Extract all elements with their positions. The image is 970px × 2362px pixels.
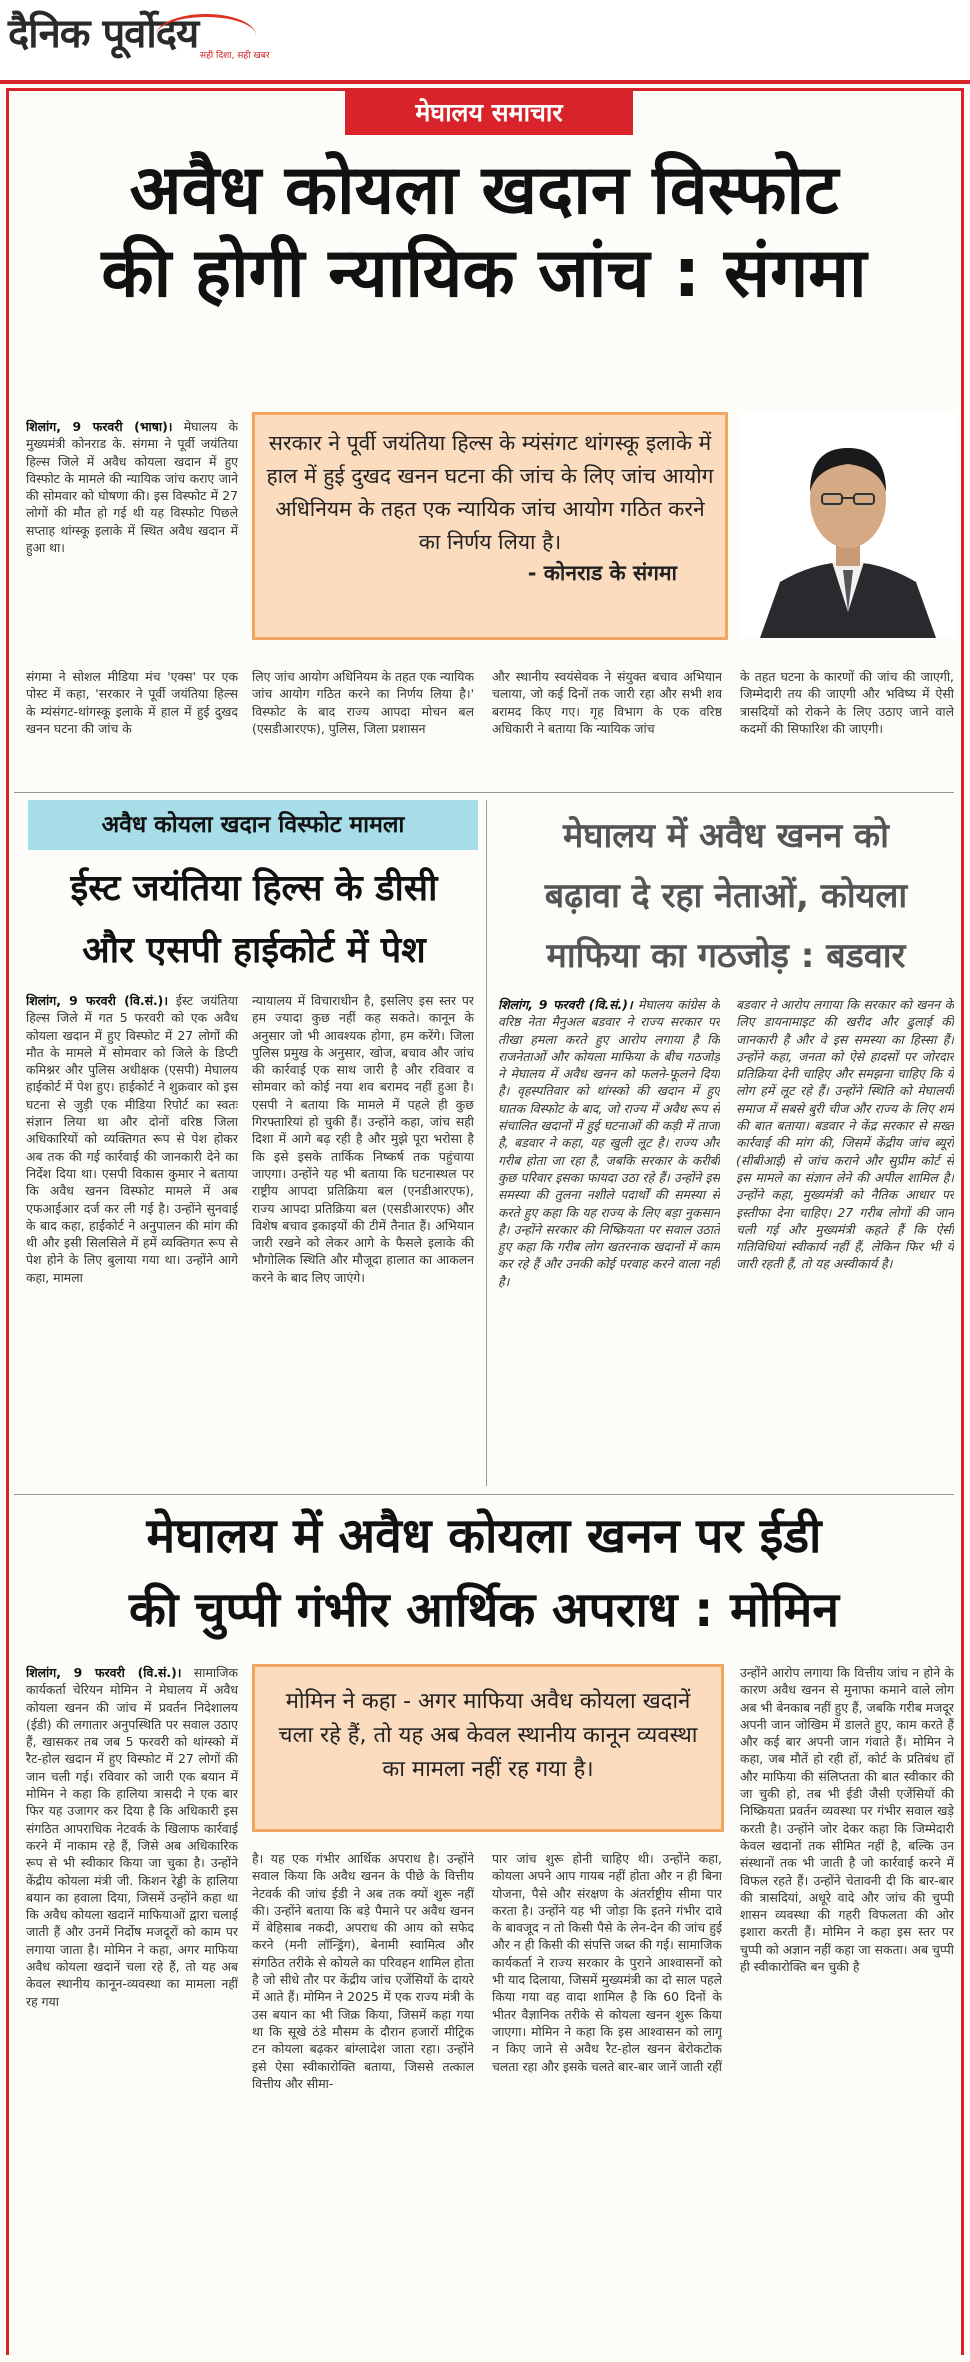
column-divider bbox=[486, 800, 487, 1486]
story1-col2: लिए जांच आयोग अधिनियम के तहत एक न्यायिक जांच आयोग गठित करने का निर्णय लिया है।' विस्फोट के बाद राज्य आपदा मोचन बल (एसडीआरएफ), पुलिस, जिला प्रशासन bbox=[252, 669, 474, 736]
story4-dateline: शिलांग, 9 फरवरी (वि.सं.)। bbox=[26, 1665, 182, 1680]
story1-col3: और स्थानीय स्वयंसेवक ने संयुक्त बचाव अभियान चलाया, जो कई दिनों तक जारी रहा और सभी शव बरामद किए गए। गृह विभाग के एक वरिष्ठ अधिकारी ने बताया कि न्यायिक जांच bbox=[492, 669, 722, 736]
story2-col1 bbox=[26, 992, 238, 1486]
divider bbox=[14, 792, 954, 793]
story1-headline-line1: अवैध कोयला खदान विस्फोट bbox=[129, 151, 839, 230]
story2-col2: न्यायालय में विचाराधीन है, इसलिए इस स्तर पर हम ज्यादा कुछ नहीं कह सकते। कानून के अनुसार जो भी आवश्यक होगा, हम करेंगे। जिला पुलिस प्रमुख के अनुसार, खोज, बचाव और जांच की कार्रवाई एक साथ जारी है और रविवार व सोमवार को कोई नया शव बरामद नहीं हुआ है। एसपी ने बताया कि मामले में पहले ही कुछ गिरफ्तारियां हो चुकी हैं। उन्होंने कहा, जांच सही दिशा में आगे बढ़ रही है और मुझे पूरा भरोसा है कि इसे इसके तार्किक निष्कर्ष तक पहुंचाया जाएगा। उन्होंने यह भी बताया कि घटनास्थल पर राष्ट्रीय आपदा प्रतिक्रिया बल (एनडीआरएफ), राज्य आपदा प्रतिक्रिया बल (एसडीआरएफ) और विशेष बचाव इकाइयों की टीमें तैनात हैं। अभियान जारी रखने को लेकर आगे के फैसले इलाके की भौगोलिक स्थिति और मौजूदा हालात का आकलन करने के बाद लिए जाएंगे। bbox=[252, 993, 474, 1285]
story4-headline-line2: की चुप्पी गंभीर आर्थिक अपराध : मोमिन bbox=[128, 1582, 839, 1638]
story3-col2: बडवार ने आरोप लगाया कि सरकार को खनन के लिए डायनामाइट की खरीद और ढुलाई की जानकारी है और वे इस समस्या का हिस्सा हैं। उन्होंने कहा, जनता को ऐसे हादसों पर जोरदार प्रतिक्रिया देनी चाहिए और समझना चाहिए कि ये लोग हमें लूट रहे हैं। उन्होंने स्थिति को मेघालयी समाज में सबसे बुरी चीज और राज्य के लिए शर्म की बात बताया। बडवार ने केंद्र सरकार से सख्त कार्रवाई की मांग की, जिसमें केंद्रीय जांच ब्यूरो (सीबीआई) से जांच कराने और सुप्रीम कोर्ट से इस मामले का संज्ञान लेने की अपील शामिल है। उन्होंने कहा, मुख्यमंत्री को नैतिक आधार पर इस्तीफा देना चाहिए। 27 गरीब लोगों की जान चली गई और मुख्यमंत्री कहते हैं कि ऐसी गतिविधियां स्वीकार्य नहीं हैं, लेकिन फिर भी ये जारी रहती हैं, तो यह अस्वीकार्य है। bbox=[736, 997, 954, 1272]
story3-col1 bbox=[498, 996, 720, 1486]
story4-col3: पार जांच शुरू होनी चाहिए थी। उन्होंने कहा, कोयला अपने आप गायब नहीं होता और न ही बिना योजना, पैसे और संरक्षण के अंतर्राष्ट्रीय सीमा पार करता है। उन्होंने यह भी जोड़ा कि इतने गंभीर दावे के बावजूद न तो किसी पैसे के लेन-देन की जांच हुई और न ही किसी की संपत्ति जब्त की गई। सामाजिक कार्यकर्ता ने राज्य सरकार के पुराने आश्वासनों को भी याद दिलाया, जिसमें मुख्यमंत्री का दो साल पहले किया गया वह वादा शामिल है कि 60 दिनों के भीतर वैज्ञानिक तरीके से कोयला खनन शुरू किया जाएगा। मोमिन ने कहा कि इस आश्वासन को लागू न किए जाने से अवैध रैट-होल खनन बेरोकटोक चलता रहा और इसके चलते बार-बार जानें जाती रहीं bbox=[492, 1851, 722, 2074]
section-title: मेघालय समाचार bbox=[345, 91, 633, 135]
story3-dateline: शिलांग, 9 फरवरी (वि.सं.)। bbox=[498, 997, 633, 1012]
story1-col1 bbox=[26, 418, 238, 680]
story4-col1 bbox=[26, 1664, 238, 2354]
story2-headline-line1: ईस्ट जयंतिया हिल्स के डीसी bbox=[70, 868, 438, 909]
masthead bbox=[0, 0, 970, 84]
story1-col1-bottom: संगमा ने सोशल मीडिया मंच 'एक्स' पर एक पोस्ट में कहा, 'सरकार ने पूर्वी जयंतिया हिल्स के म्यंसंगट-थांगस्कू इलाके में हाल में हुई दुखद खनन घटना की जांच के bbox=[26, 669, 238, 736]
story3-headline-line1: मेघालय में अवैध खनन को bbox=[563, 816, 889, 856]
story2-headline-line2: और एसपी हाईकोर्ट में पेश bbox=[82, 930, 426, 971]
story4-col1-text: सामाजिक कार्यकर्ता चेरियन मोमिन ने मेघालय में अवैध कोयला खनन की जांच में प्रवर्तन निदेशालय (ईडी) की लगातार अनुपस्थिति पर सवाल उठाए हैं, खासकर तब जब 5 फरवरी को थांग्स्को में रैट-होल खदान में हुए विस्फोट में 27 लोगों की जान चली गई। रविवार को जारी एक बयान में मोमिन ने कहा कि हालिया त्रासदी ने एक बार फिर यह उजागर कर दिया है कि अधिकारी इस संगठित आपराधिक नेटवर्क के खिलाफ कार्रवाई करने में नाकाम रहे हैं, जिसे अब अधिकारिक रूप से भी स्वीकार किया जा चुका है। उन्होंने केंद्रीय कोयला मंत्री जी. किशन रेड्डी के हालिया बयान का हवाला दिया, जिसमें उन्होंने कहा था कि अवैध कोयला खदानें माफियाओं द्वारा चलाई जाती हैं और उनमें निर्दोष मजदूरों को काम पर लगाया जाता है। मोमिन ने कहा, अगर माफिया अवैध कोयला खदानें चला रहे हैं, तो यह अब केवल स्थानीय कानून-व्यवस्था का मामला नहीं रह गया bbox=[26, 1665, 238, 2009]
story1-col1-text: मेघालय के मुख्यमंत्री कोनराड के. संगमा ने पूर्वी जयंतिया हिल्स जिले में अवैध कोयला खदान में हुए विस्फोट के मामले की न्यायिक जांच कराए जाने की सोमवार को घोषणा की। इस विस्फोट में 27 लोगों की मौत हो गई थी यह विस्फोट पिछले सप्ताह थांग्स्कू इलाके में स्थित अवैध खदान में हुआ था। bbox=[26, 419, 238, 556]
story3-headline-line2: बढ़ावा दे रहा नेताओं, कोयला bbox=[544, 876, 908, 916]
story1-col4: के तहत घटना के कारणों की जांच की जाएगी, जिम्मेदारी तय की जाएगी और भविष्य में ऐसी त्रासदियों को रोकने के लिए उठाए जाने वाले कदमों की सिफारिश की जाएगी। bbox=[740, 669, 954, 736]
story3-col1-text: मेघालय कांग्रेस के वरिष्ठ नेता मैनुअल बडवार ने राज्य सरकार पर तीखा हमला करते हुए आरोप लगाया है कि राजनेताओं और कोयला माफिया के बीच गठजोड़ ने मेघालय में अवैध खनन को फलने-फूलने दिया है। वृहस्पतिवार को थांग्स्को की खदान में हुए घातक विस्फोट के बाद, जो राज्य में अवैध रूप से संचालित खदानों में हुई घटनाओं की कड़ी में ताजा है, बडवार ने कहा, यह खुली लूट है। राज्य और गरीब होता जा रहा है, जबकि सरकार के करीबी कुछ परिवार इसका फायदा उठा रहे हैं। उन्होंने इस समस्या की तुलना नशीले पदार्थों की समस्या से करते हुए कहा कि यह राज्य के लिए बड़ा नुकसान है। उन्होंने सरकार की निष्क्रियता पर सवाल उठाते हुए कहा कि गरीब लोग खतरनाक खदानों में काम कर रहे हैं और उनकी कोई परवाह करने वाला नहीं है। bbox=[498, 997, 720, 1289]
story1-quote-attribution: - कोनराड के संगमा bbox=[527, 561, 677, 585]
newspaper-logo: दैनिक पूर्वोदय bbox=[8, 10, 199, 57]
story2-col1-text: ईस्ट जयंतिया हिल्स जिले में गत 5 फरवरी को एक अवैध कोयला खदान में हुए विस्फोट में 27 लोगों की मौत के मामले में सोमवार को जिले के डिप्टी कमिश्नर और पुलिस अधीक्षक (एसपी) मेघालय हाईकोर्ट में पेश हुए। हाईकोर्ट ने शुक्रवार को इस घटना से जुड़ी एक मीडिया रिपोर्ट का स्वतः संज्ञान लिया था और दोनों वरिष्ठ जिला अधिकारियों को व्यक्तिगत रूप से पेश होकर अब तक की गई कार्रवाई की जानकारी देने का निर्देश दिया था। एसपी विकास कुमार ने बताया कि अवैध खनन विस्फोट मामले में अब एफआईआर दर्ज कर ली गई है। उन्होंने सुनवाई के बाद कहा, हाईकोर्ट ने अनुपालन की मांग की थी और इसी सिलसिले में हमें व्यक्तिगत रूप से पेश होने के लिए बुलाया गया था। उन्होंने आगे कहा, मामला bbox=[26, 993, 238, 1285]
story3-headline-line3: माफिया का गठजोड़ : बडवार bbox=[546, 936, 906, 976]
story4-pull-quote bbox=[252, 1664, 724, 1832]
story2-kicker: अवैध कोयला खदान विस्फोट मामला bbox=[28, 800, 478, 850]
story1-pull-quote bbox=[252, 412, 728, 640]
story4-col4: उन्होंने आरोप लगाया कि वित्तीय जांच न होने के कारण अवैध खनन से मुनाफा कमाने वाले लोग अब भी बेनकाब नहीं हुए हैं, जबकि गरीब मजदूर अपनी जान जोखिम में डालते हुए, काम करते हैं और कई बार अपनी जान गंवाते हैं। मोमिन ने कहा, जब मौतें हो रही हों, कोर्ट के प्रतिबंध हों और माफिया की संलिप्तता की बात स्वीकार की जा चुकी हो, तब भी ईडी जैसी एजेंसियों की निष्क्रियता प्रवर्तन व्यवस्था पर गंभीर सवाल खड़े करती है। उन्होंने जोर देकर कहा कि जिम्मेदारी केवल खदानों तक सीमित नहीं है, बल्कि उन संस्थानों तक भी जाती है जो कार्रवाई करने में विफल रहते हैं। उन्होंने चेतावनी दी कि बार-बार की त्रासदियां, अधूरे वादे और जांच की चुप्पी शासन व्यवस्था की गहरी विफलता की ओर इशारा करती हैं। मोमिन ने कहा इस स्तर पर चुप्पी को अज्ञान नहीं कहा जा सकता। अब चुप्पी ही स्वीकारोक्ति बन चुकी है bbox=[740, 1665, 954, 1975]
story4-col2: है। यह एक गंभीर आर्थिक अपराध है। उन्होंने सवाल किया कि अवैध खनन के पीछे के वित्तीय नेटवर्क की जांच ईडी ने अब तक क्यों शुरू नहीं की। उन्होंने बताया कि बड़े पैमाने पर अवैध खनन में बेहिसाब नकदी, अपराध की आय को सफेद करने (मनी लॉन्ड्रिंग), बेनामी स्वामित्व और संगठित तरीके से कोयले का परिवहन शामिल होता है जो सीधे तौर पर केंद्रीय जांच एजेंसियों के दायरे में आते हैं। मोमिन ने 2025 में एक राज्य मंत्री के उस बयान का भी जिक्र किया, जिसमें कहा गया था कि सूखे ठंडे मौसम के दौरान हजारों मीट्रिक टन कोयला बढ़कर बांग्लादेश जाता रहा। उन्होंने इसे ऐसा स्वीकारोक्ति बताया, जिससे तत्काल वित्तीय और सीमा- bbox=[252, 1851, 474, 2091]
tagline: सही दिशा, सही खबर bbox=[200, 51, 270, 61]
sangma-photo bbox=[740, 412, 956, 638]
story4-headline-line1: मेघालय में अवैध कोयला खनन पर ईडी bbox=[146, 1508, 822, 1564]
divider bbox=[14, 1494, 954, 1495]
story2-dateline: शिलांग, 9 फरवरी (वि.सं.)। bbox=[26, 993, 169, 1008]
story1-dateline: शिलांग, 9 फरवरी (भाषा)। bbox=[26, 419, 173, 434]
story1-headline-line2: की होगी न्यायिक जांच : संगमा bbox=[101, 234, 867, 313]
masthead-rule bbox=[0, 80, 970, 84]
person-portrait-icon bbox=[740, 412, 956, 638]
story4-quote-text: मोमिन ने कहा - अगर माफिया अवैध कोयला खदानें चला रहे हैं, तो यह अब केवल स्थानीय कानून व्यवस्था का मामला नहीं रह गया है। bbox=[278, 1689, 698, 1782]
story1-quote-text: सरकार ने पूर्वी जयंतिया हिल्स के म्यंसंगट थांगस्कू इलाके में हाल में हुई दुखद खनन घटना की जांच के लिए जांच आयोग अधिनियम के तहत एक न्यायिक जांच आयोग गठित करने का निर्णय लिया है। bbox=[266, 431, 714, 554]
